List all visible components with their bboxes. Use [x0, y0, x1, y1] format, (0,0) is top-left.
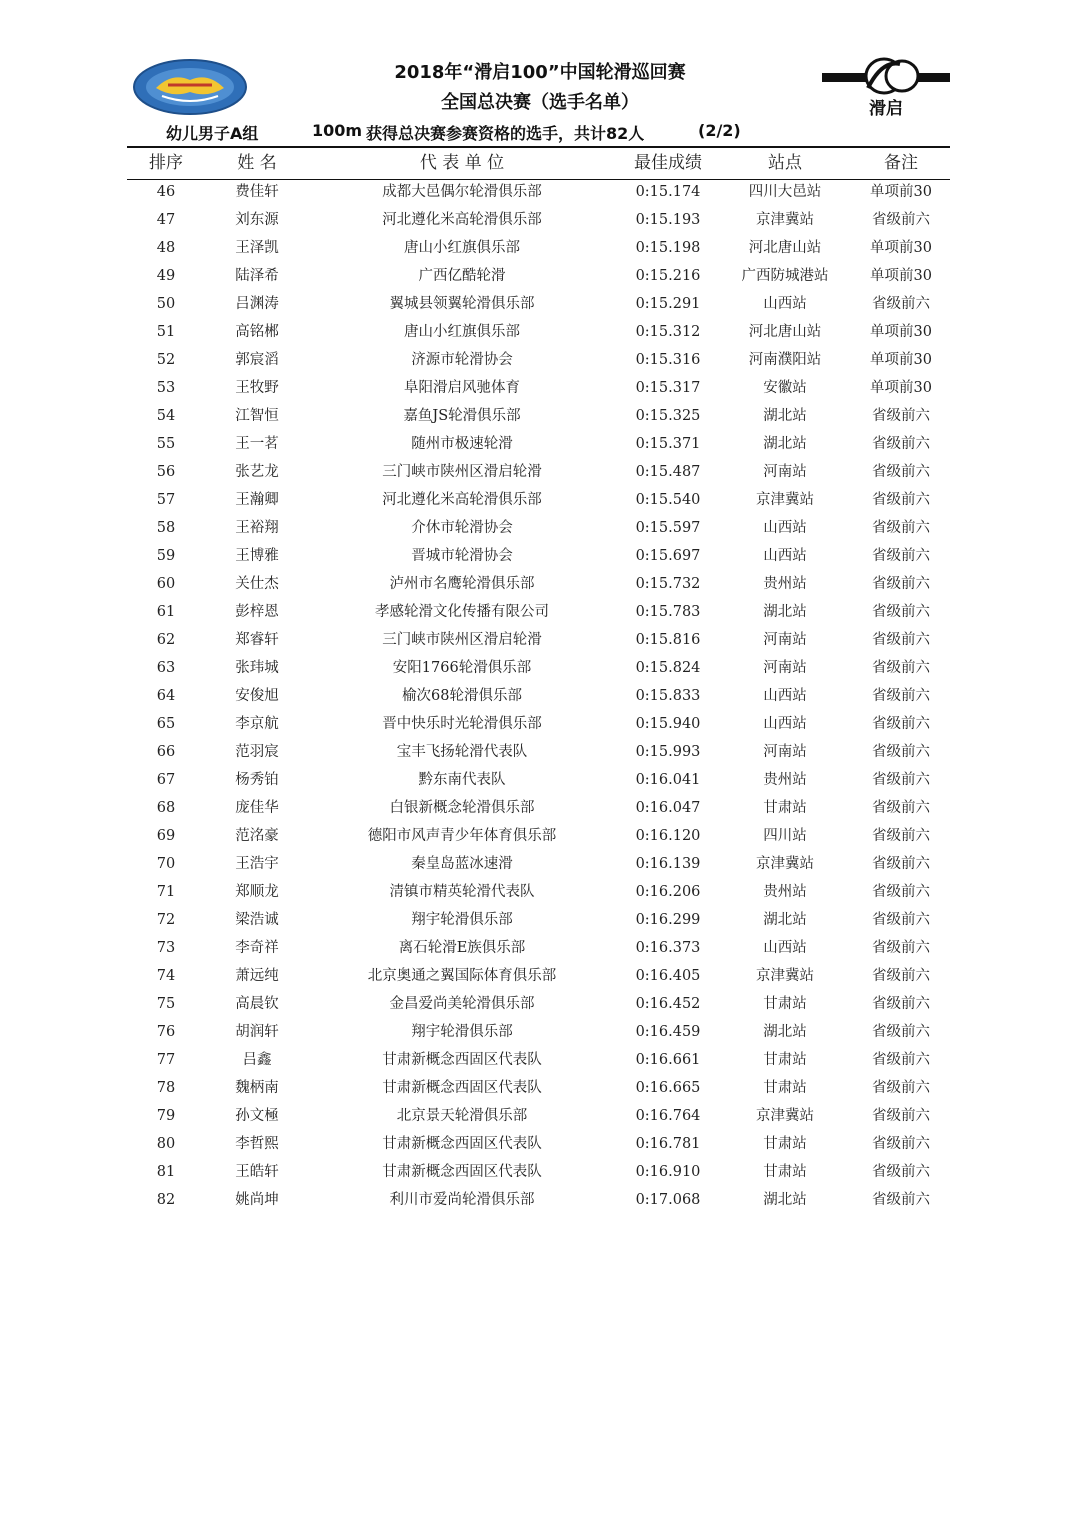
site-cell: 京津冀站	[756, 968, 814, 984]
table-row	[0, 1186, 1080, 1214]
unit-cell: 白银新概念轮滑俱乐部	[389, 800, 535, 816]
site-cell: 湖北站	[763, 1192, 807, 1208]
note-cell: 单项前30	[870, 268, 932, 284]
site-cell: 京津冀站	[756, 1108, 814, 1124]
note-cell: 单项前30	[870, 324, 932, 340]
event-label: 100m	[312, 121, 363, 140]
unit-cell: 济源市轮滑协会	[411, 352, 513, 368]
athlete-name-cell: 王瀚卿	[235, 492, 279, 508]
rank-cell: 62	[156, 632, 176, 648]
best-time-cell: 0:17.068	[635, 1192, 701, 1208]
note-cell: 省级前六	[872, 548, 930, 564]
athlete-name-cell: 范洺豪	[235, 828, 279, 844]
rank-cell: 60	[156, 576, 176, 592]
rank-cell: 78	[156, 1080, 176, 1096]
table-row	[0, 1018, 1080, 1046]
site-cell: 四川站	[763, 828, 807, 844]
site-cell: 山西站	[763, 548, 807, 564]
best-time-cell: 0:16.459	[635, 1024, 701, 1040]
group-label: 幼儿男子A组	[166, 124, 259, 143]
site-cell: 京津冀站	[756, 492, 814, 508]
column-header-note: 备注	[884, 153, 918, 173]
note-cell: 省级前六	[872, 1024, 930, 1040]
unit-cell: 甘肃新概念西固区代表队	[382, 1052, 542, 1068]
site-cell: 河南站	[763, 744, 807, 760]
athlete-name-cell: 王裕翔	[235, 520, 279, 536]
athlete-name-cell: 王牧野	[235, 380, 279, 396]
group-info-line	[0, 121, 1080, 143]
note-cell: 省级前六	[872, 436, 930, 452]
rank-cell: 46	[156, 184, 176, 200]
table-row	[0, 654, 1080, 682]
table-row	[0, 318, 1080, 346]
rank-cell: 48	[156, 240, 176, 256]
page-indicator: (2/2)	[698, 121, 741, 140]
best-time-cell: 0:16.373	[635, 940, 701, 956]
table-row	[0, 1046, 1080, 1074]
athlete-name-cell: 李奇祥	[235, 940, 279, 956]
rank-cell: 53	[156, 380, 176, 396]
note-cell: 省级前六	[872, 688, 930, 704]
rank-cell: 71	[156, 884, 176, 900]
rank-cell: 66	[156, 744, 176, 760]
athlete-name-cell: 陆泽希	[235, 268, 279, 284]
unit-cell: 翼城县领翼轮滑俱乐部	[389, 296, 535, 312]
table-row	[0, 878, 1080, 906]
unit-cell: 离石轮滑E族俱乐部	[398, 940, 526, 956]
best-time-cell: 0:16.120	[635, 828, 701, 844]
athlete-name-cell: 姚尚坤	[235, 1192, 279, 1208]
unit-cell: 成都大邑偶尔轮滑俱乐部	[382, 184, 542, 200]
unit-cell: 宝丰飞扬轮滑代表队	[396, 744, 528, 760]
note-cell: 省级前六	[872, 1164, 930, 1180]
best-time-cell: 0:15.316	[635, 352, 701, 368]
table-row	[0, 374, 1080, 402]
athlete-name-cell: 郑顺龙	[235, 884, 279, 900]
best-time-cell: 0:16.764	[635, 1108, 701, 1124]
athlete-name-cell: 安俊旭	[235, 688, 279, 704]
site-cell: 山西站	[763, 296, 807, 312]
best-time-cell: 0:15.732	[635, 576, 701, 592]
table-row	[0, 402, 1080, 430]
table-row	[0, 178, 1080, 206]
note-cell: 省级前六	[872, 716, 930, 732]
rank-cell: 49	[156, 268, 176, 284]
table-row	[0, 850, 1080, 878]
athlete-name-cell: 王皓轩	[235, 1164, 279, 1180]
rank-cell: 52	[156, 352, 176, 368]
best-time-cell: 0:15.198	[635, 240, 701, 256]
note-cell: 省级前六	[872, 912, 930, 928]
athlete-name-cell: 张玮城	[235, 660, 279, 676]
site-cell: 湖北站	[763, 436, 807, 452]
athlete-name-cell: 关仕杰	[235, 576, 279, 592]
athlete-name-cell: 杨秀铂	[235, 772, 279, 788]
note-cell: 省级前六	[872, 996, 930, 1012]
qualification-description: 获得总决赛参赛资格的选手，共计82人	[366, 124, 645, 143]
unit-cell: 广西亿酷轮滑	[418, 268, 506, 284]
site-cell: 贵州站	[763, 772, 807, 788]
site-cell: 河北唐山站	[748, 324, 822, 340]
column-header-unit: 代 表 单 位	[419, 153, 505, 173]
site-cell: 山西站	[763, 716, 807, 732]
site-cell: 甘肃站	[763, 1136, 807, 1152]
table-row	[0, 598, 1080, 626]
rank-cell: 82	[156, 1192, 176, 1208]
athlete-name-cell: 高晨钦	[235, 996, 279, 1012]
note-cell: 省级前六	[872, 1052, 930, 1068]
rank-cell: 59	[156, 548, 176, 564]
unit-cell: 德阳市风声青少年体育俱乐部	[367, 828, 557, 844]
table-row	[0, 290, 1080, 318]
rank-cell: 75	[156, 996, 176, 1012]
table-row	[0, 262, 1080, 290]
site-cell: 甘肃站	[763, 1052, 807, 1068]
note-cell: 省级前六	[872, 1080, 930, 1096]
best-time-cell: 0:16.405	[635, 968, 701, 984]
best-time-cell: 0:15.993	[635, 744, 701, 760]
athlete-name-cell: 费佳轩	[235, 184, 279, 200]
athlete-name-cell: 孙文極	[235, 1108, 279, 1124]
athlete-name-cell: 彭梓恩	[235, 604, 279, 620]
site-cell: 甘肃站	[763, 996, 807, 1012]
best-time-cell: 0:16.781	[635, 1136, 701, 1152]
note-cell: 省级前六	[872, 828, 930, 844]
table-row	[0, 738, 1080, 766]
rank-cell: 50	[156, 296, 176, 312]
table-row	[0, 430, 1080, 458]
rank-cell: 56	[156, 464, 176, 480]
unit-cell: 随州市极速轮滑	[411, 436, 513, 452]
unit-cell: 甘肃新概念西固区代表队	[382, 1080, 542, 1096]
best-time-cell: 0:15.371	[635, 436, 701, 452]
column-header-site: 站点	[768, 153, 802, 173]
rank-cell: 54	[156, 408, 176, 424]
athlete-name-cell: 魏柄南	[235, 1080, 279, 1096]
note-cell: 省级前六	[872, 744, 930, 760]
rank-cell: 67	[156, 772, 176, 788]
unit-cell: 北京景天轮滑俱乐部	[396, 1108, 528, 1124]
best-time-cell: 0:16.910	[635, 1164, 701, 1180]
best-time-cell: 0:15.597	[635, 520, 701, 536]
table-row	[0, 1158, 1080, 1186]
best-time-cell: 0:15.833	[635, 688, 701, 704]
note-cell: 省级前六	[872, 772, 930, 788]
athlete-name-cell: 郑睿轩	[235, 632, 279, 648]
note-cell: 单项前30	[870, 184, 932, 200]
unit-cell: 唐山小红旗俱乐部	[404, 240, 520, 256]
table-row	[0, 570, 1080, 598]
note-cell: 省级前六	[872, 604, 930, 620]
athlete-name-cell: 李京航	[235, 716, 279, 732]
best-time-cell: 0:16.665	[635, 1080, 701, 1096]
site-cell: 贵州站	[763, 576, 807, 592]
note-cell: 省级前六	[872, 968, 930, 984]
athlete-name-cell: 刘东源	[235, 212, 279, 228]
site-cell: 京津冀站	[756, 856, 814, 872]
rank-cell: 65	[156, 716, 176, 732]
unit-cell: 翔宇轮滑俱乐部	[411, 912, 513, 928]
rank-cell: 77	[156, 1052, 176, 1068]
unit-cell: 安阳1766轮滑俱乐部	[392, 660, 532, 676]
logo-text: 滑启	[869, 99, 903, 119]
best-time-cell: 0:15.940	[635, 716, 701, 732]
note-cell: 省级前六	[872, 212, 930, 228]
unit-cell: 甘肃新概念西固区代表队	[382, 1136, 542, 1152]
best-time-cell: 0:16.661	[635, 1052, 701, 1068]
athlete-name-cell: 萧远纯	[235, 968, 279, 984]
table-row	[0, 234, 1080, 262]
rank-cell: 63	[156, 660, 176, 676]
athlete-name-cell: 李哲熙	[235, 1136, 279, 1152]
table-row	[0, 682, 1080, 710]
table-row	[0, 514, 1080, 542]
best-time-cell: 0:16.139	[635, 856, 701, 872]
athlete-name-cell: 张艺龙	[235, 464, 279, 480]
site-cell: 河南站	[763, 632, 807, 648]
unit-cell: 三门峡市陕州区滑启轮滑	[382, 632, 542, 648]
note-cell: 省级前六	[872, 408, 930, 424]
rank-cell: 69	[156, 828, 176, 844]
rank-cell: 57	[156, 492, 176, 508]
table-row	[0, 766, 1080, 794]
column-header-name: 姓 名	[237, 153, 277, 173]
unit-cell: 黔东南代表队	[418, 772, 506, 788]
athlete-name-cell: 庞佳华	[235, 800, 279, 816]
unit-cell: 晋中快乐时光轮滑俱乐部	[382, 716, 542, 732]
document-title: 2018年“滑启100”中国轮滑巡回赛	[394, 62, 686, 83]
athlete-name-cell: 王浩宇	[235, 856, 279, 872]
site-cell: 湖北站	[763, 408, 807, 424]
athlete-name-cell: 梁浩诚	[235, 912, 279, 928]
athlete-name-cell: 王泽凯	[235, 240, 279, 256]
site-cell: 山西站	[763, 940, 807, 956]
document-subtitle: 全国总决赛（选手名单）	[441, 92, 639, 113]
site-cell: 湖北站	[763, 1024, 807, 1040]
rank-cell: 76	[156, 1024, 176, 1040]
unit-cell: 介休市轮滑协会	[411, 520, 513, 536]
best-time-cell: 0:15.312	[635, 324, 701, 340]
athlete-name-cell: 吕鑫	[242, 1052, 272, 1068]
table-row	[0, 486, 1080, 514]
unit-cell: 嘉鱼JS轮滑俱乐部	[403, 408, 521, 424]
rank-cell: 64	[156, 688, 176, 704]
athlete-name-cell: 胡润轩	[235, 1024, 279, 1040]
rank-cell: 58	[156, 520, 176, 536]
best-time-cell: 0:15.824	[635, 660, 701, 676]
rank-cell: 80	[156, 1136, 176, 1152]
site-cell: 河南濮阳站	[748, 352, 822, 368]
table-row	[0, 822, 1080, 850]
table-row	[0, 206, 1080, 234]
table-row	[0, 794, 1080, 822]
site-cell: 河北唐山站	[748, 240, 822, 256]
rank-cell: 79	[156, 1108, 176, 1124]
best-time-cell: 0:15.487	[635, 464, 701, 480]
site-cell: 甘肃站	[763, 1164, 807, 1180]
best-time-cell: 0:16.452	[635, 996, 701, 1012]
note-cell: 省级前六	[872, 660, 930, 676]
note-cell: 省级前六	[872, 1136, 930, 1152]
site-cell: 山西站	[763, 688, 807, 704]
table-header	[0, 150, 1080, 176]
table-row	[0, 542, 1080, 570]
note-cell: 省级前六	[872, 856, 930, 872]
table-row	[0, 626, 1080, 654]
rank-cell: 68	[156, 800, 176, 816]
site-cell: 河南站	[763, 464, 807, 480]
note-cell: 省级前六	[872, 492, 930, 508]
best-time-cell: 0:15.174	[635, 184, 701, 200]
unit-cell: 清镇市精英轮滑代表队	[389, 884, 535, 900]
unit-cell: 北京奥通之翼国际体育俱乐部	[367, 968, 557, 984]
note-cell: 省级前六	[872, 464, 930, 480]
site-cell: 甘肃站	[763, 800, 807, 816]
unit-cell: 晋城市轮滑协会	[411, 548, 513, 564]
unit-cell: 秦皇岛蓝冰速滑	[411, 856, 513, 872]
site-cell: 四川大邑站	[748, 184, 822, 200]
note-cell: 省级前六	[872, 520, 930, 536]
rank-cell: 81	[156, 1164, 176, 1180]
site-cell: 湖北站	[763, 604, 807, 620]
site-cell: 贵州站	[763, 884, 807, 900]
table-row	[0, 990, 1080, 1018]
table-row	[0, 710, 1080, 738]
rank-cell: 74	[156, 968, 176, 984]
unit-cell: 孝感轮滑文化传播有限公司	[375, 604, 549, 620]
best-time-cell: 0:15.816	[635, 632, 701, 648]
site-cell: 安徽站	[763, 380, 807, 396]
table-row	[0, 458, 1080, 486]
note-cell: 省级前六	[872, 800, 930, 816]
table-row	[0, 906, 1080, 934]
unit-cell: 阜阳滑启风驰体育	[404, 380, 520, 396]
site-cell: 湖北站	[763, 912, 807, 928]
unit-cell: 河北遵化米高轮滑俱乐部	[382, 212, 542, 228]
athlete-name-cell: 王博雅	[235, 548, 279, 564]
unit-cell: 河北遵化米高轮滑俱乐部	[382, 492, 542, 508]
athlete-table-body	[0, 178, 1080, 1214]
rank-cell: 55	[156, 436, 176, 452]
unit-cell: 榆次68轮滑俱乐部	[402, 688, 522, 704]
site-cell: 河南站	[763, 660, 807, 676]
rank-cell: 73	[156, 940, 176, 956]
note-cell: 省级前六	[872, 296, 930, 312]
note-cell: 省级前六	[872, 632, 930, 648]
note-cell: 单项前30	[870, 240, 932, 256]
note-cell: 单项前30	[870, 380, 932, 396]
site-cell: 甘肃站	[763, 1080, 807, 1096]
best-time-cell: 0:15.291	[635, 296, 701, 312]
athlete-name-cell: 范羽宸	[235, 744, 279, 760]
best-time-cell: 0:16.299	[635, 912, 701, 928]
table-row	[0, 1074, 1080, 1102]
best-time-cell: 0:16.047	[635, 800, 701, 816]
note-cell: 省级前六	[872, 1108, 930, 1124]
best-time-cell: 0:15.317	[635, 380, 701, 396]
note-cell: 省级前六	[872, 576, 930, 592]
table-row	[0, 346, 1080, 374]
athlete-name-cell: 江智恒	[235, 408, 279, 424]
table-row	[0, 1130, 1080, 1158]
unit-cell: 翔宇轮滑俱乐部	[411, 1024, 513, 1040]
athlete-name-cell: 郭宸滔	[235, 352, 279, 368]
column-header-best-time: 最佳成绩	[634, 153, 702, 173]
best-time-cell: 0:15.193	[635, 212, 701, 228]
note-cell: 省级前六	[872, 940, 930, 956]
unit-cell: 三门峡市陕州区滑启轮滑	[382, 464, 542, 480]
rank-cell: 72	[156, 912, 176, 928]
column-header-rank: 排序	[149, 153, 183, 173]
table-top-rule	[127, 146, 950, 148]
best-time-cell: 0:15.697	[635, 548, 701, 564]
unit-cell: 泸州市名鹰轮滑俱乐部	[389, 576, 535, 592]
unit-cell: 利川市爱尚轮滑俱乐部	[389, 1192, 535, 1208]
best-time-cell: 0:15.216	[635, 268, 701, 284]
athlete-name-cell: 吕渊涛	[235, 296, 279, 312]
rank-cell: 47	[156, 212, 176, 228]
site-cell: 山西站	[763, 520, 807, 536]
site-cell: 京津冀站	[756, 212, 814, 228]
note-cell: 单项前30	[870, 352, 932, 368]
best-time-cell: 0:15.783	[635, 604, 701, 620]
unit-cell: 唐山小红旗俱乐部	[404, 324, 520, 340]
site-cell: 广西防城港站	[741, 268, 829, 284]
unit-cell: 甘肃新概念西固区代表队	[382, 1164, 542, 1180]
best-time-cell: 0:15.540	[635, 492, 701, 508]
unit-cell: 金昌爱尚美轮滑俱乐部	[389, 996, 535, 1012]
table-row	[0, 934, 1080, 962]
note-cell: 省级前六	[872, 884, 930, 900]
table-row	[0, 962, 1080, 990]
best-time-cell: 0:15.325	[635, 408, 701, 424]
table-row	[0, 1102, 1080, 1130]
rank-cell: 70	[156, 856, 176, 872]
best-time-cell: 0:16.206	[635, 884, 701, 900]
note-cell: 省级前六	[872, 1192, 930, 1208]
athlete-name-cell: 王一茗	[235, 436, 279, 452]
rank-cell: 51	[156, 324, 176, 340]
athlete-name-cell: 高铭郴	[235, 324, 279, 340]
best-time-cell: 0:16.041	[635, 772, 701, 788]
rank-cell: 61	[156, 604, 176, 620]
